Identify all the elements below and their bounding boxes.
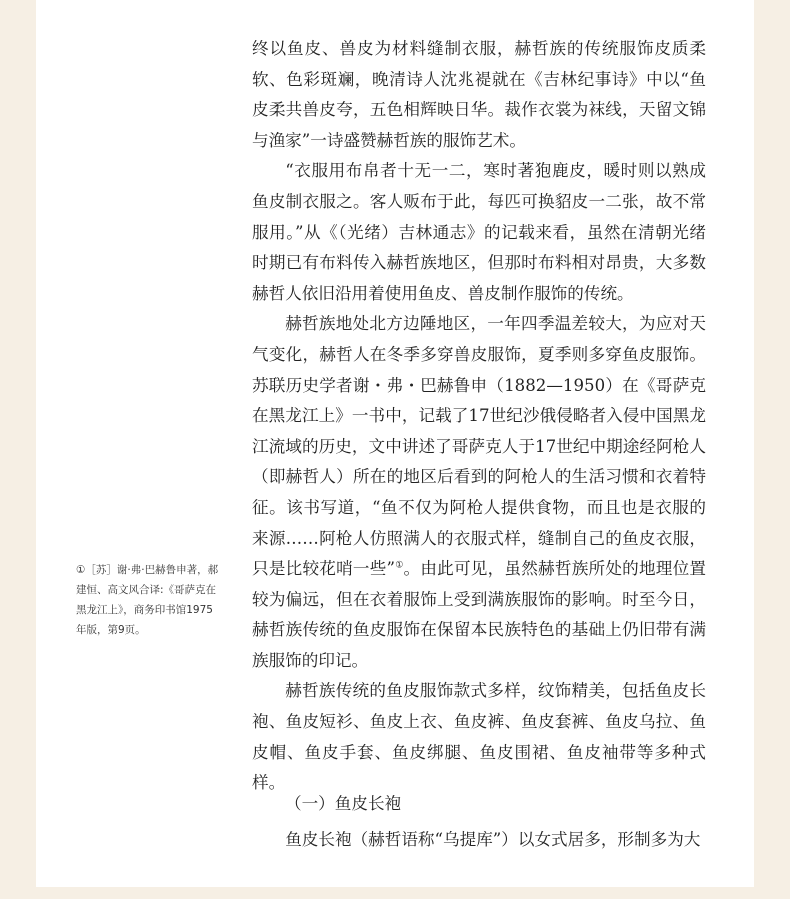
main-text: [252, 34, 706, 799]
paragraph: [252, 309, 706, 676]
paragraph-text: 赫哲族地处北方边陲地区，一年四季温差较大，为应对天气变化，赫哲人在冬季多穿兽皮服饰，夏季则多穿鱼皮服饰。苏联历史学者谢・弗・巴赫鲁申（1882—1950）在《哥萨克在黑龙江上》一书中，记载了17世纪沙俄侵略者入侵中国黑龙江流域的历史，文中讲述了哥萨克人于17世纪中期途经阿枪人（即赫哲人）所在的地区后看到的阿枪人的生活习惯和衣着特征。该书写道，“鱼不仅为阿枪人提供食物，而且也是衣服的来源……阿枪人仿照满人的衣服式样，缝制自己的鱼皮衣服，只是比较花哨一些”: [252, 314, 706, 579]
paragraph-text: 。由此可见，虽然赫哲族所处的地理位置较为偏远，但在衣着服饰上受到满族服饰的影响。时至今日，赫哲族传统的鱼皮服饰在保留本民族特色的基础上仍旧带有满族服饰的印记。: [252, 559, 706, 670]
paragraph: 鱼皮长袍（赫哲语称“乌提库”）以女式居多，形制多为大: [285, 830, 701, 849]
footnote-reference: ①: [395, 560, 404, 571]
paragraph: 终以鱼皮、兽皮为材料缝制衣服，赫哲族的传统服饰皮质柔软、色彩斑斓，晚清诗人沈兆褆就在《吉林纪事诗》中以“鱼皮柔共兽皮夸，五色相辉映日华。裁作衣裳为袜线，天留文锦与渔家”一诗盛赞赫哲族的服饰艺术。: [252, 39, 706, 150]
paragraph: “衣服用布帛者十无一二，寒时著狍鹿皮，暖时则以熟成鱼皮制衣服之。客人贩布于此，每匹可换貂皮一二张，故不常服用。”从《（光绪）吉林通志》的记载来看，虽然在清朝光绪时期已有布料传入赫哲族地区，但那时布料相对昂贵，大多数赫哲人依旧沿用着使用鱼皮、兽皮制作服饰的传统。: [252, 161, 706, 303]
paragraph: 赫哲族传统的鱼皮服饰款式多样，纹饰精美，包括鱼皮长袍、鱼皮短衫、鱼皮上衣、鱼皮裤、鱼皮套裤、鱼皮乌拉、鱼皮帽、鱼皮手套、鱼皮绑腿、鱼皮围裙、鱼皮袖带等多种式样。: [252, 681, 706, 793]
section-heading: （一）鱼皮长袍: [285, 794, 402, 813]
footnote: ①［苏］谢·弗·巴赫鲁申著，郝建恒、高文风合译:《哥萨克在黑龙江上》，商务印书馆1975年版，第9页。: [76, 564, 219, 636]
